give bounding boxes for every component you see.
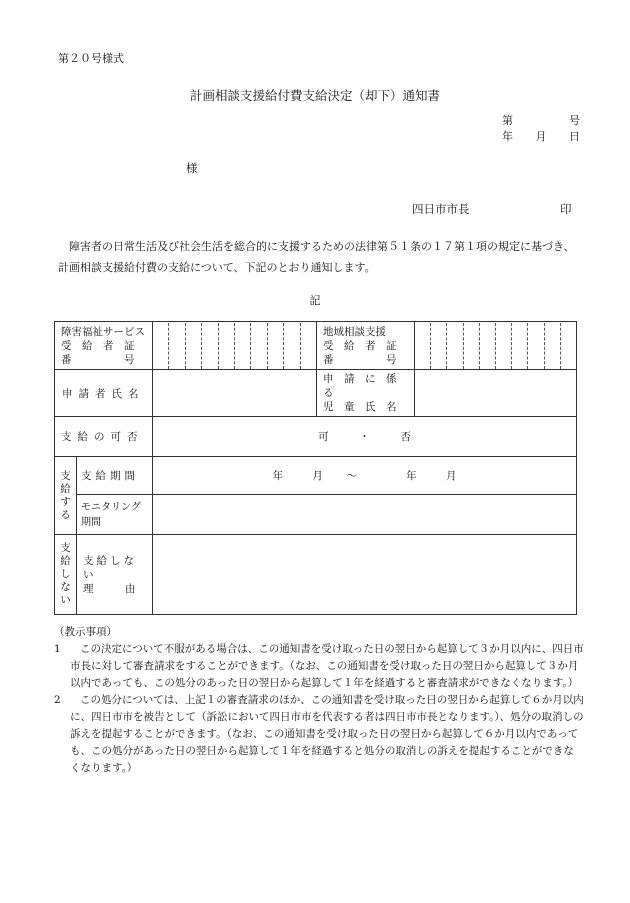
notes-section: [54, 624, 584, 777]
regional-cert-label-3: 番 号: [323, 353, 397, 366]
child-name-field[interactable]: [415, 370, 577, 417]
approval-value[interactable]: [153, 417, 577, 457]
child-name-label-2: 児 童 氏 名: [323, 401, 397, 413]
table-row: [55, 495, 577, 535]
document-date: [502, 128, 580, 144]
date-month: 月: [535, 130, 547, 143]
approval-dot: ・: [359, 431, 370, 443]
notes-heading: （教示事項）: [54, 626, 117, 638]
regional-cert-label-1: 地域相談支援: [323, 325, 386, 338]
table-row: [55, 417, 577, 457]
form-number: 第２０号様式: [58, 52, 124, 65]
issuer: 四日市市長: [412, 202, 470, 216]
table-row: [55, 322, 577, 370]
ki-heading: 記: [309, 294, 321, 307]
no-grant-group-label: 支 給 し な い: [55, 535, 77, 615]
service-cert-label: [55, 322, 153, 370]
no-grant-reason-field[interactable]: [153, 535, 577, 615]
applicant-name-field[interactable]: [153, 370, 317, 417]
approval-no[interactable]: 否: [400, 431, 411, 443]
period-label: 支給期間: [77, 457, 153, 495]
monitoring-field[interactable]: [153, 495, 577, 535]
service-cert-label-1: 障害福祉サービス: [61, 325, 145, 338]
addressee-suffix: 様: [186, 161, 198, 175]
table-row: [55, 535, 577, 615]
doc-number-suffix: 号: [569, 114, 580, 127]
service-cert-label-3: 番 号: [61, 353, 135, 366]
date-day: 日: [569, 130, 580, 143]
document-number: [502, 112, 580, 128]
decision-table: [54, 321, 577, 615]
regional-cert-number-field[interactable]: [415, 322, 577, 370]
date-year: 年: [502, 130, 513, 143]
note-item-2: 2 この処分については、上記１の審査請求のほか、この通知書を受け取った日の翌日から起算して６か月以内に、四日市市を被告として（訴訟において四日市市を代表する者は四日市市長となります。）、処分の取消しの訴えを提起することができます。（なお、この通知書を受け取った日の翌日から起算して６か月以内であっても、この処分があった日の翌日から起算して１年を経過すると処分の取消しの訴えを提起することができなくなります。）: [54, 694, 584, 774]
child-name-label: [317, 370, 415, 417]
monitoring-label: モニタリング期間: [77, 495, 153, 535]
approval-yes[interactable]: 可: [318, 431, 329, 443]
no-grant-reason-label: 支給しない 理 由: [77, 535, 153, 615]
regional-cert-label: [317, 322, 415, 370]
service-cert-number-field[interactable]: [153, 322, 317, 370]
document-title: 計画相談支援給付費支給決定（却下）通知書: [189, 88, 440, 103]
service-cert-label-2: 受 給 者 証: [61, 339, 135, 352]
approval-label: 支給の可否: [55, 417, 153, 457]
child-name-label-1: 申 請 に 係 る: [323, 373, 407, 399]
regional-cert-label-2: 受 給 者 証: [323, 339, 397, 352]
body-text: 障害者の日常生活及び社会生活を総合的に支援するための法律第５１条の１７第１項の規定に基づき、計画相談支援給付費の支給について、下記のとおり通知します。: [58, 240, 575, 274]
table-row: [55, 370, 577, 417]
grant-group-label: 支 給 す る: [55, 457, 77, 535]
seal-mark: 印: [560, 202, 572, 216]
doc-number-prefix: 第: [502, 114, 513, 127]
table-row: [55, 457, 577, 495]
period-value[interactable]: 年 月 ～ 年 月: [153, 457, 577, 495]
note-item-1: 1 この決定について不服がある場合は、この通知書を受け取った日の翌日から起算して３か月以内に、四日市市長に対して審査請求をすることができます。（なお、この通知書を受け取った日の翌日から起算して３か月以内であっても、この処分のあった日の翌日から起算して１年を経過すると審査請求ができなくなります。）: [54, 643, 584, 689]
applicant-name-label: 申請者氏名: [55, 370, 153, 417]
